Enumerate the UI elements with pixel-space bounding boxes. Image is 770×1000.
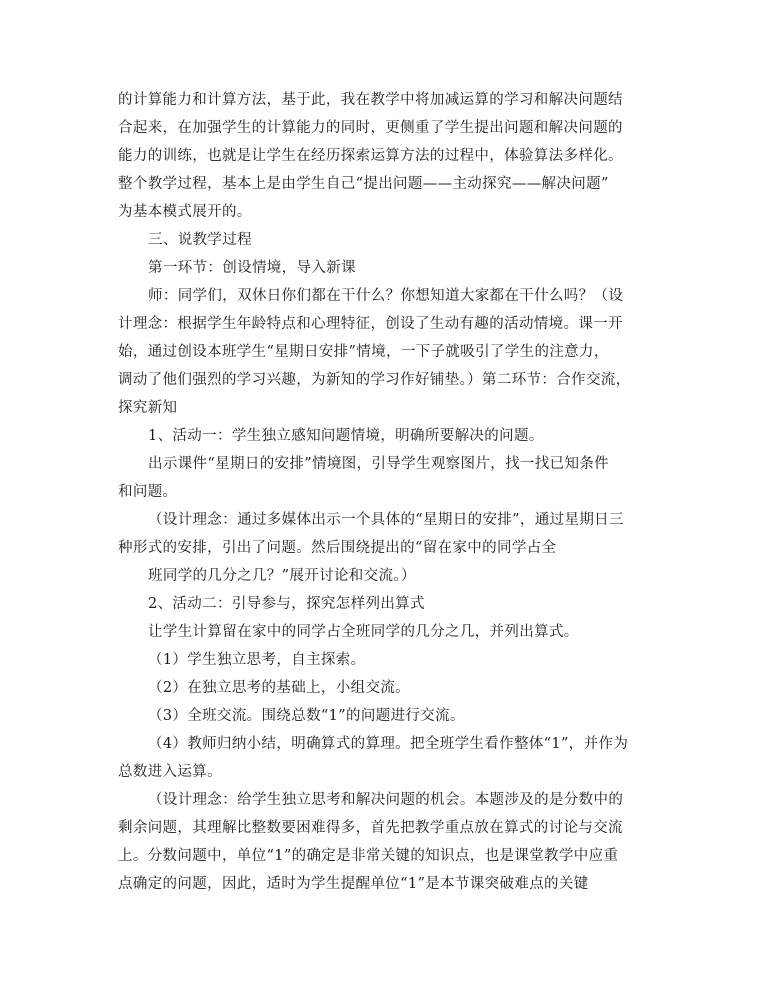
text-line: 整个教学过程，基本上是由学生自己“提出问题——主动探究——解决问题”	[118, 176, 609, 192]
section-heading: 三、说教学过程	[148, 232, 252, 248]
list-item: （3）全班交流。围绕总数“1”的问题进行交流。	[148, 708, 465, 724]
subsection-heading: 第一环节：创设情境，导入新课	[148, 260, 356, 276]
text-line: 计理念：根据学生年龄特点和心理特征，创设了生动有趣的活动情境。课一开	[118, 316, 623, 332]
text-line: 合起来，在加强学生的计算能力的同时，更侧重了学生提出问题和解决问题的	[118, 120, 623, 136]
list-item: （2）在独立思考的基础上，小组交流。	[148, 680, 411, 696]
text-line: 能力的训练，也就是让学生在经历探索运算方法的过程中，体验算法多样化。	[118, 148, 623, 164]
text-line: 上。分数问题中，单位“1”的确定是非常关键的知识点，也是课堂教学中应重	[118, 848, 619, 864]
text-line: 总数进入运算。	[118, 764, 222, 780]
text-line: 让学生计算留在家中的同学占全班同学的几分之几，并列出算式。	[148, 624, 579, 640]
text-line: 师：同学们，双休日你们都在干什么？你想知道大家都在干什么吗？（设	[148, 288, 624, 304]
activity-heading: 1、活动一：学生独立感知问题情境，明确所要解决的问题。	[148, 428, 544, 444]
text-line: 的计算能力和计算方法，基于此，我在教学中将加减运算的学习和解决问题结	[118, 92, 623, 108]
text-line: 和问题。	[118, 484, 178, 500]
text-line: 始，通过创设本班学生“星期日安排”情境，一下子就吸引了学生的注意力，	[118, 344, 609, 360]
text-line: 为基本模式展开的。	[118, 204, 252, 220]
activity-heading: 2、活动二：引导参与，探究怎样列出算式	[148, 596, 425, 612]
text-line: 点确定的问题，因此，适时为学生提醒单位“1”是本节课突破难点的关键	[118, 876, 589, 892]
text-line: （设计理念：给学生独立思考和解决问题的机会。本题涉及的是分数中的	[148, 792, 624, 808]
list-item: （1）学生独立思考，自主探索。	[148, 652, 366, 668]
text-line: 班同学的几分之几？”展开讨论和交流。）	[148, 568, 416, 584]
text-line: 探究新知	[118, 400, 178, 416]
list-item: （4）教师归纳小结，明确算式的算理。把全班学生看作整体“1”，并作为	[148, 736, 629, 752]
text-line: 剩余问题，其理解比整数要困难得多，首先把教学重点放在算式的讨论与交流	[118, 820, 623, 836]
text-line: 调动了他们强烈的学习兴趣，为新知的学习作好铺垫。）第二环节：合作交流，	[118, 372, 631, 388]
text-line: 出示课件“星期日的安排”情境图，引导学生观察图片，找一找已知条件	[148, 456, 610, 472]
text-line: 种形式的安排，引出了问题。然后围绕提出的“留在家中的同学占全	[118, 540, 557, 556]
text-line: （设计理念：通过多媒体出示一个具体的“星期日的安排”，通过星期日三	[148, 512, 624, 528]
